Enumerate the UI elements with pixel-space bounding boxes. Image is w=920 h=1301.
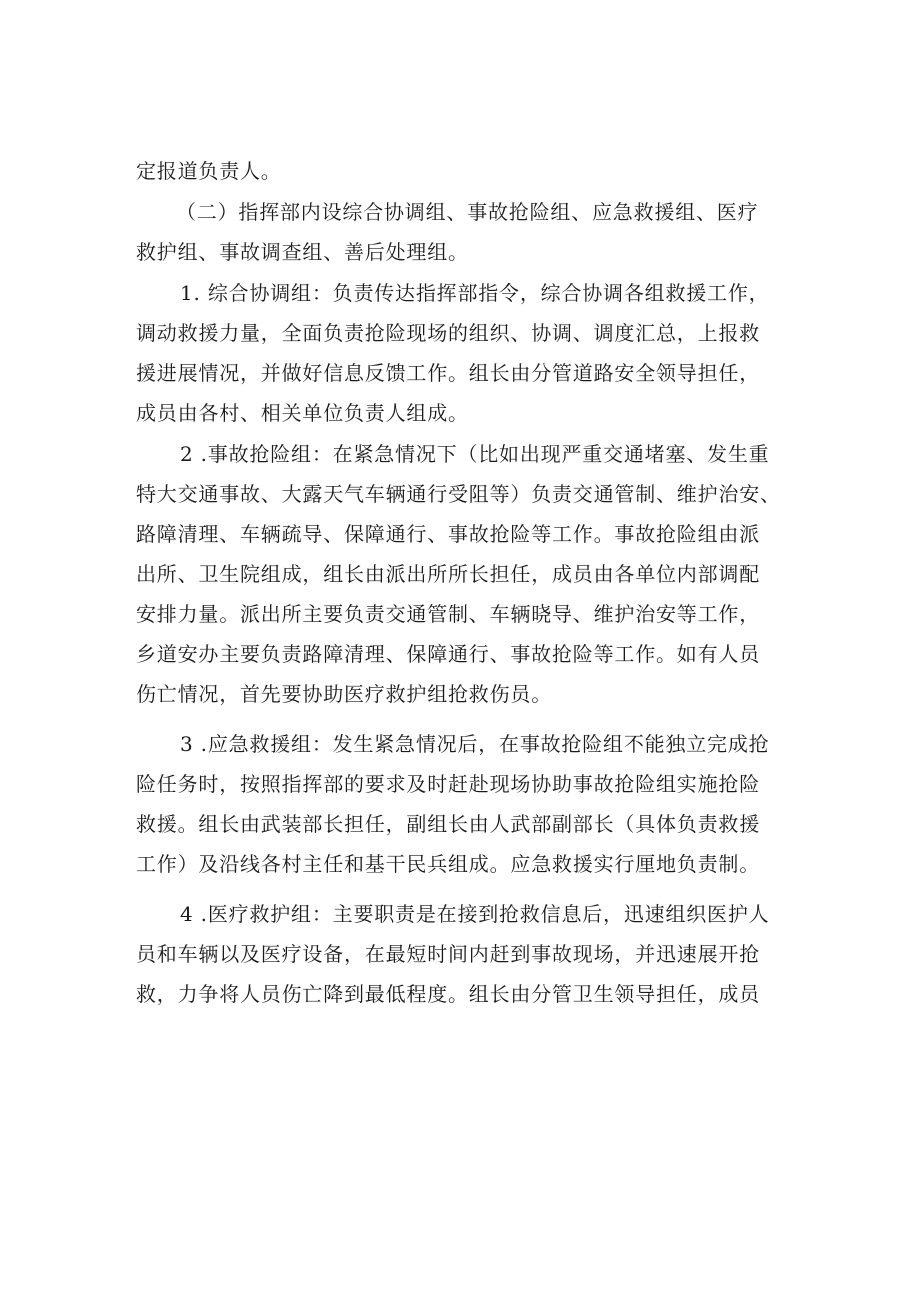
text-line: 工作）及沿线各村主任和基干民兵组成。应急救援实行厘地负责制。 bbox=[136, 852, 760, 876]
text-line: 1. 综合协调组：负责传达指挥部指令，综合协调各组救援工作， bbox=[180, 281, 770, 305]
text-line: 援进展情况，并做好信息反馈工作。组长由分管道路安全领导担任， bbox=[136, 361, 760, 385]
text-line: （二）指挥部内设综合协调组、事故抢险组、应急救援组、医疗 bbox=[176, 200, 759, 224]
text-line: 调动救援力量，全面负责抢险现场的组织、协调、调度汇总，上报救 bbox=[136, 321, 760, 345]
text-line: 4 .医疗救护组：主要职责是在接到抢救信息后，迅速组织医护人 bbox=[180, 902, 770, 926]
text-line: 员和车辆以及医疗设备，在最短时间内赶到事故现场，并迅速展开抢 bbox=[136, 942, 760, 966]
text-line: 伤亡情况，首先要协助医疗救护组抢救伤员。 bbox=[136, 682, 552, 706]
text-line: 出所、卫生院组成，组长由派出所所长担任，成员由各单位内部调配 bbox=[136, 562, 760, 586]
text-line: 成员由各村、相关单位负责人组成。 bbox=[136, 401, 469, 425]
text-line: 救，力争将人员伤亡降到最低程度。组长由分管卫生领导担任，成员 bbox=[136, 982, 760, 1006]
text-line: 乡道安办主要负责路障清理、保障通行、事故抢险等工作。如有人员 bbox=[136, 642, 760, 666]
text-line: 路障清理、车辆疏导、保障通行、事故抢险等工作。事故抢险组由派 bbox=[136, 522, 760, 546]
text-line: 特大交通事故、大露天气车辆通行受阻等）负责交通管制、维护治安、 bbox=[136, 482, 781, 506]
text-line: 2 .事故抢险组：在紧急情况下（比如出现严重交通堵塞、发生重 bbox=[180, 442, 770, 466]
text-line: 险任务时，按照指挥部的要求及时赶赴现场协助事故抢险组实施抢险 bbox=[136, 772, 760, 796]
text-line: 救护组、事故调查组、善后处理组。 bbox=[136, 240, 469, 264]
text-line: 3 .应急救援组：发生紧急情况后，在事故抢险组不能独立完成抢 bbox=[180, 732, 770, 756]
document-body bbox=[136, 151, 788, 1014]
text-line: 定报道负责人。 bbox=[136, 159, 282, 183]
text-line: 救援。组长由武装部长担任，副组长由人武部副部长（具体负责救援 bbox=[136, 812, 760, 836]
text-line: 安排力量。派出所主要负责交通管制、车辆晓导、维护治安等工作， bbox=[136, 602, 760, 626]
